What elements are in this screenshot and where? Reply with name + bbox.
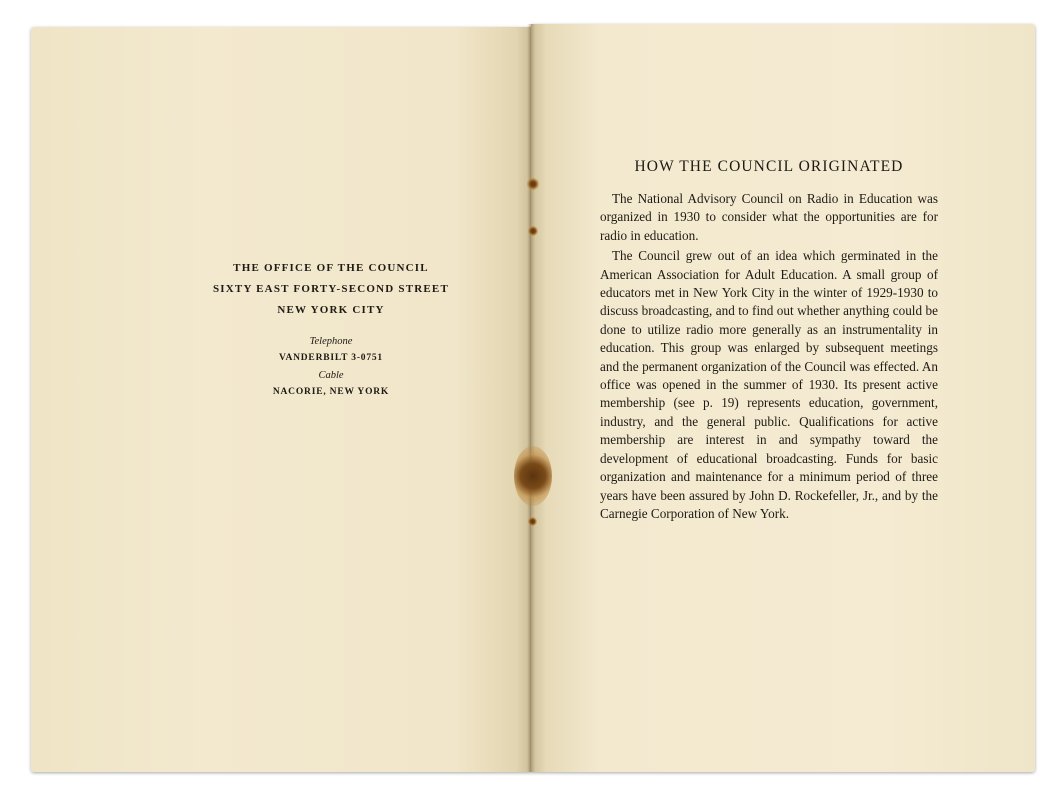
staple-hole-upper: [528, 226, 538, 236]
staple-hole-top: [527, 178, 539, 190]
page-title: HOW THE COUNCIL ORIGINATED: [634, 158, 904, 175]
cable-label: Cable: [318, 370, 344, 381]
office-address-block: [211, 258, 451, 401]
paragraph-1: The National Advisory Council on Radio in Education was organized in 1930 to consider what the opportunities are for radio in education.: [600, 191, 938, 243]
staple-hole-lower: [528, 517, 537, 526]
telephone-label: Telephone: [309, 336, 353, 347]
cable-value: NACORIE, NEW YORK: [272, 387, 390, 397]
paragraph-2: The Council grew out of an idea which germinated in the American Association for Adult Education. A small group of educators met in New York City in the winter of 1929-1930 to discuss broadcasting, and to find out whether anything could be done to utilize radio more generally as an instrumentality in education. This group was enlarged by subsequent meetings and the permanent organization of the Council was effected. An office was opened in the summer of 1930. Its present active membership (see p. 19) represents education, government, industry, and the general public. Qualifications for active membership are interest in and sympathy toward the development of educational broadcasting. Funds for basic organization and maintenance for a minimum period of three years have been assured by John D. Rockefeller, Jr., and by the Carnegie Corporation of New York.: [600, 248, 938, 521]
contact-block: [211, 333, 451, 401]
office-line-2: SIXTY EAST FORTY-SECOND STREET: [212, 283, 450, 295]
article: [600, 158, 938, 523]
rust-stain: [514, 446, 552, 506]
left-page: [31, 27, 531, 772]
binding-gutter: [527, 24, 535, 772]
office-line-3: NEW YORK CITY: [277, 304, 385, 316]
office-line-1: THE OFFICE OF THE COUNCIL: [233, 262, 429, 274]
telephone-value: VANDERBILT 3-0751: [279, 353, 383, 363]
